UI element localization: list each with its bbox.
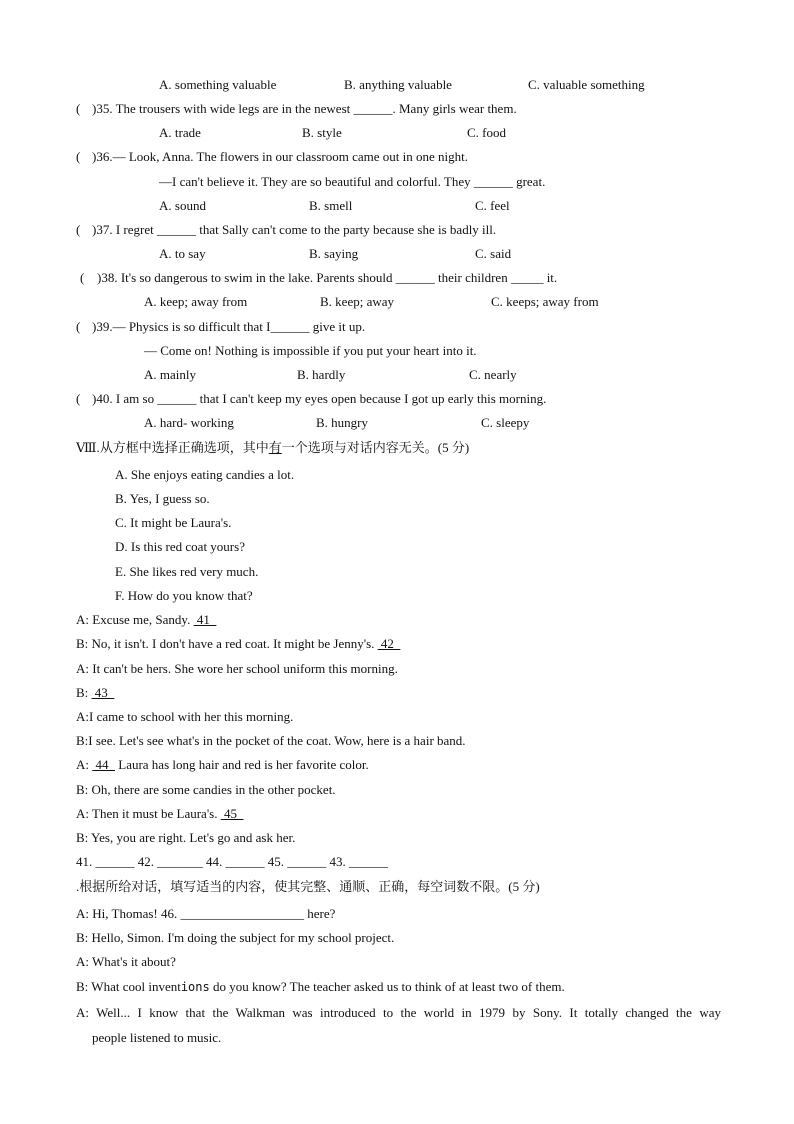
q37-option-c: C. said	[475, 246, 512, 261]
q39-option-c: C. nearly	[469, 367, 517, 382]
q36-option-c: C. feel	[475, 198, 510, 213]
dialogue2-line: B: Hello, Simon. I'm doing the subject for my school project.	[76, 930, 395, 945]
q38-option-b: B. keep; away	[320, 294, 395, 309]
dialogue1-line	[76, 685, 114, 701]
blank-43: 43	[91, 685, 115, 700]
q38-option-c: C. keeps; away from	[491, 294, 599, 309]
q39-option-b: B. hardly	[297, 367, 346, 382]
q36-option-b: B. smell	[309, 198, 353, 213]
q40-option-c: C. sleepy	[481, 415, 530, 430]
q38-option-a: A. keep; away from	[144, 294, 248, 309]
q34-option-b: B. anything valuable	[344, 77, 452, 92]
dialogue1-line-text: A: Then it must be Laura's.	[76, 806, 221, 821]
dialogue1-line: A: It can't be hers. She wore her school uniform this morning.	[76, 661, 398, 676]
blank-45: 45	[220, 806, 244, 821]
dialogue2-line: A: Hi, Thomas! 46. ___________________ here?	[76, 906, 336, 921]
box-option-a: A. She enjoys eating candies a lot.	[115, 467, 295, 482]
q34-option-c: C. valuable something	[528, 77, 645, 92]
q39-reply: — Come on! Nothing is impossible if you put your heart into it.	[144, 343, 477, 358]
dialogue2-line-text: B: What cool invent	[76, 979, 181, 994]
box-option-f: F. How do you know that?	[115, 588, 253, 603]
box-option-d: D. Is this red coat yours?	[115, 539, 245, 554]
q35-option-a: A. trade	[159, 125, 201, 140]
q40-option-a: A. hard- working	[144, 415, 234, 430]
answer-line: 41. ______ 42. _______ 44. ______ 45. ______ 43. ______	[76, 854, 388, 869]
q35-answer-paren: (	[76, 101, 81, 116]
dialogue1-line-text: A: Excuse me, Sandy.	[76, 612, 194, 627]
blank-41: 41	[193, 612, 217, 627]
dialogue1-line: B:I see. Let's see what's in the pocket of the coat. Wow, here is a hair band.	[76, 733, 466, 748]
q38-answer-paren: (	[80, 270, 85, 285]
dialogue1-line-text: Laura has long hair and red is her favorite color.	[115, 757, 369, 772]
q40-question: )40. I am so ______ that I can't keep my eyes open because I got up early this morning.	[92, 391, 547, 406]
dialogue2-line-text: do you know? The teacher asked us to think of at least two of them.	[209, 979, 565, 994]
q36-option-a: A. sound	[159, 198, 206, 213]
q36-question: )36.— Look, Anna. The flowers in our classroom came out in one night.	[92, 149, 468, 164]
section-8-heading	[76, 440, 469, 456]
q39-answer-paren: (	[76, 319, 81, 334]
dialogue2-line-mono: ions	[180, 980, 210, 994]
q35-question: )35. The trousers with wide legs are in the newest ______. Many girls wear them.	[92, 101, 517, 116]
q37-question: )37. I regret ______ that Sally can't come to the party because she is badly ill.	[92, 222, 497, 237]
q37-option-b: B. saying	[309, 246, 359, 261]
q34-option-a: A. something valuable	[159, 77, 277, 92]
dialogue2-line	[76, 979, 565, 995]
section-8-heading-underlined: 有	[268, 440, 282, 455]
q37-option-a: A. to say	[159, 246, 206, 261]
q39-question: )39.— Physics is so difficult that I______ give it up.	[92, 319, 366, 334]
blank-44: 44	[92, 757, 115, 772]
section-9-heading: .根据所给对话，填写适当的内容，使其完整、通顺、正确，每空词数不限。(5 分)	[76, 879, 540, 894]
dialogue1-line	[76, 757, 369, 773]
box-option-c: C. It might be Laura's.	[115, 515, 232, 530]
dialogue1-line: A:I came to school with her this morning.	[76, 709, 294, 724]
q35-option-b: B. style	[302, 125, 342, 140]
q40-option-b: B. hungry	[316, 415, 368, 430]
q36-reply: —I can't believe it. They are so beautiful and colorful. They ______ great.	[159, 174, 546, 189]
section-8-heading-pre: Ⅷ.从方框中选择正确选项，其中	[76, 440, 269, 455]
q38-question: )38. It's so dangerous to swim in the lake. Parents should ______ their children _____ it.	[97, 270, 558, 285]
dialogue2-line: A: What's it about?	[76, 954, 176, 969]
section-8-heading-post: 一个选项与对话内容无关。(5 分)	[281, 440, 470, 455]
dialogue1-line: B: Oh, there are some candies in the other pocket.	[76, 782, 336, 797]
dialogue2-line: people listened to music.	[92, 1030, 222, 1045]
box-option-e: E. She likes red very much.	[115, 564, 259, 579]
dialogue2-line: A: Well... I know that the Walkman was introduced to the world in 1979 by Sony. It totally changed the way	[76, 1005, 721, 1020]
dialogue1-line-text: B: No, it isn't. I don't have a red coat. It might be Jenny's.	[76, 636, 378, 651]
dialogue1-line-text: B:	[76, 685, 92, 700]
q39-option-a: A. mainly	[144, 367, 196, 382]
q36-answer-paren: (	[76, 149, 81, 164]
q37-answer-paren: (	[76, 222, 81, 237]
blank-42: 42	[377, 636, 401, 651]
q35-option-c: C. food	[467, 125, 506, 140]
q40-answer-paren: (	[76, 391, 81, 406]
box-option-b: B. Yes, I guess so.	[115, 491, 210, 506]
dialogue1-line: B: Yes, you are right. Let's go and ask her.	[76, 830, 296, 845]
dialogue1-line	[76, 636, 400, 652]
dialogue1-line	[76, 612, 216, 628]
dialogue1-line	[76, 806, 243, 822]
dialogue1-line-text: A:	[76, 757, 93, 772]
